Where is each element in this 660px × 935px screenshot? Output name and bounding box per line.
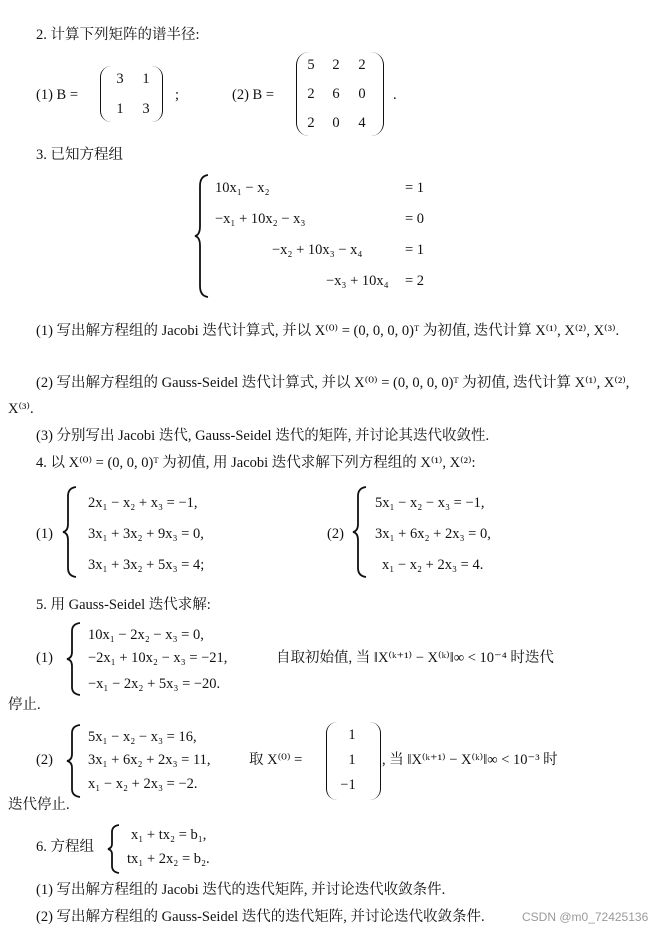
equation: 2x₁ − x₂ + x₃ = −1, [88,495,198,511]
matrix-cell: 2 [307,86,315,102]
matrix-cell: 5 [307,57,315,73]
matrix-cell: 1 [142,71,150,87]
q5-s2-tail: 迭代停止. [8,797,70,813]
equation: x₁ + tx₂ = b₁, [131,827,207,843]
q2-p1-label: (1) B = [36,87,79,103]
equation: x₁ − x₂ + 2x₃ = 4. [382,557,484,573]
equation-rhs: = 0 [405,211,425,227]
matrix-cell: 1 [116,101,124,117]
equation: tx₁ + 2x₂ = b₂. [127,851,210,867]
matrix-cell: 2 [332,57,340,73]
q5-s1-tail: 停止. [8,697,41,713]
q2-title: 2. 计算下列矩阵的谱半径: [36,27,200,43]
equation: −2x₁ + 10x₂ − x₃ = −21, [88,650,228,666]
q3-part1: (1) 写出解方程组的 Jacobi 迭代计算式, 并以 X⁽⁰⁾ = (0, 0, 0, 0)ᵀ 为初值, 迭代计算 X⁽¹⁾, X⁽²⁾, X⁽³⁾. [36,323,620,339]
q4-title: 4. 以 X⁽⁰⁾ = (0, 0, 0)ᵀ 为初值, 用 Jacobi 迭代求解下列方程组的 X⁽¹⁾, X⁽²⁾: [36,455,476,471]
q5-s2-take: 取 X⁽⁰⁾ = [249,752,303,768]
q5-s2-condition: , 当 ‖X⁽ᵏ⁺¹⁾ − X⁽ᵏ⁾‖∞ < 10⁻³ 时 [382,752,558,768]
matrix-cell: 0 [332,115,340,131]
vector-cell: −1 [340,777,356,793]
watermark: CSDN @m0_72425136 [522,910,649,924]
matrix-cell: 4 [358,115,366,131]
vector-cell: 1 [348,727,356,743]
equation: 10x₁ − 2x₂ − x₃ = 0, [88,627,204,643]
equation-rhs: = 1 [405,242,425,258]
right-paren [370,722,381,800]
q6-part2: (2) 写出解方程组的 Gauss-Seidel 迭代的迭代矩阵, 并讨论迭代收敛条件. [36,909,485,925]
matrix-cell: 3 [142,101,150,117]
right-paren [152,66,163,122]
q5-s1-condition: 自取初始值, 当 ‖X⁽ᵏ⁺¹⁾ − X⁽ᵏ⁾‖∞ < 10⁻⁴ 时迭代 [276,650,554,666]
equation: 3x₁ + 6x₂ + 2x₃ = 11, [88,752,211,768]
q2-p2-end: . [393,87,397,103]
q6-title: 6. 方程组 [36,839,94,855]
q3-part3: (3) 分别写出 Jacobi 迭代, Gauss-Seidel 迭代的矩阵, 并讨论其迭代收敛性. [36,428,490,444]
equation-lhs: 10x₁ − x₂ [215,180,270,196]
right-paren [371,52,384,136]
left-brace [66,724,82,798]
q5-s1-label: (1) [36,650,53,666]
left-brace [107,824,121,874]
equation: 3x₁ + 6x₂ + 2x₃ = 0, [375,526,491,542]
left-brace [62,486,78,578]
matrix-cell: 0 [358,86,366,102]
matrix-cell: 2 [307,115,315,131]
vector-cell: 1 [348,752,356,768]
equation: x₁ − x₂ + 2x₃ = −2. [88,776,198,792]
equation-lhs: −x₁ + 10x₂ − x₃ [215,211,306,227]
equation: −x₁ − 2x₂ + 5x₃ = −20. [88,676,221,692]
left-brace [194,174,210,298]
equation-rhs: = 1 [405,180,425,196]
q4-s1-label: (1) [36,526,53,542]
left-brace [66,622,82,696]
q5-s2-label: (2) [36,752,53,768]
equation: 3x₁ + 3x₂ + 5x₃ = 4; [88,557,205,573]
q2-p1-end: ; [175,87,180,103]
q2-p2-label: (2) B = [232,87,275,103]
q4-s2-label: (2) [327,526,344,542]
equation-lhs: −x₃ + 10x₄ [326,273,389,289]
equation-lhs: −x₂ + 10x₃ − x₄ [272,242,363,258]
equation: 5x₁ − x₂ − x₃ = 16, [88,729,197,745]
equation: 3x₁ + 3x₂ + 9x₃ = 0, [88,526,204,542]
q5-title: 5. 用 Gauss-Seidel 迭代求解: [36,597,211,613]
left-brace [352,486,368,578]
q6-part1: (1) 写出解方程组的 Jacobi 迭代的迭代矩阵, 并讨论迭代收敛条件. [36,882,446,898]
matrix-cell: 3 [116,71,124,87]
q3-title: 3. 已知方程组 [36,147,123,163]
equation: 5x₁ − x₂ − x₃ = −1, [375,495,485,511]
left-paren [326,722,337,800]
q3-part2: (2) 写出解方程组的 Gauss-Seidel 迭代计算式, 并以 X⁽⁰⁾ = (0, 0, 0, 0)ᵀ 为初值, 迭代计算 X⁽¹⁾, X⁽²⁾, X⁽³⁾. [8,375,630,417]
matrix-cell: 2 [358,57,366,73]
equation-rhs: = 2 [405,273,425,289]
matrix-cell: 6 [332,86,340,102]
